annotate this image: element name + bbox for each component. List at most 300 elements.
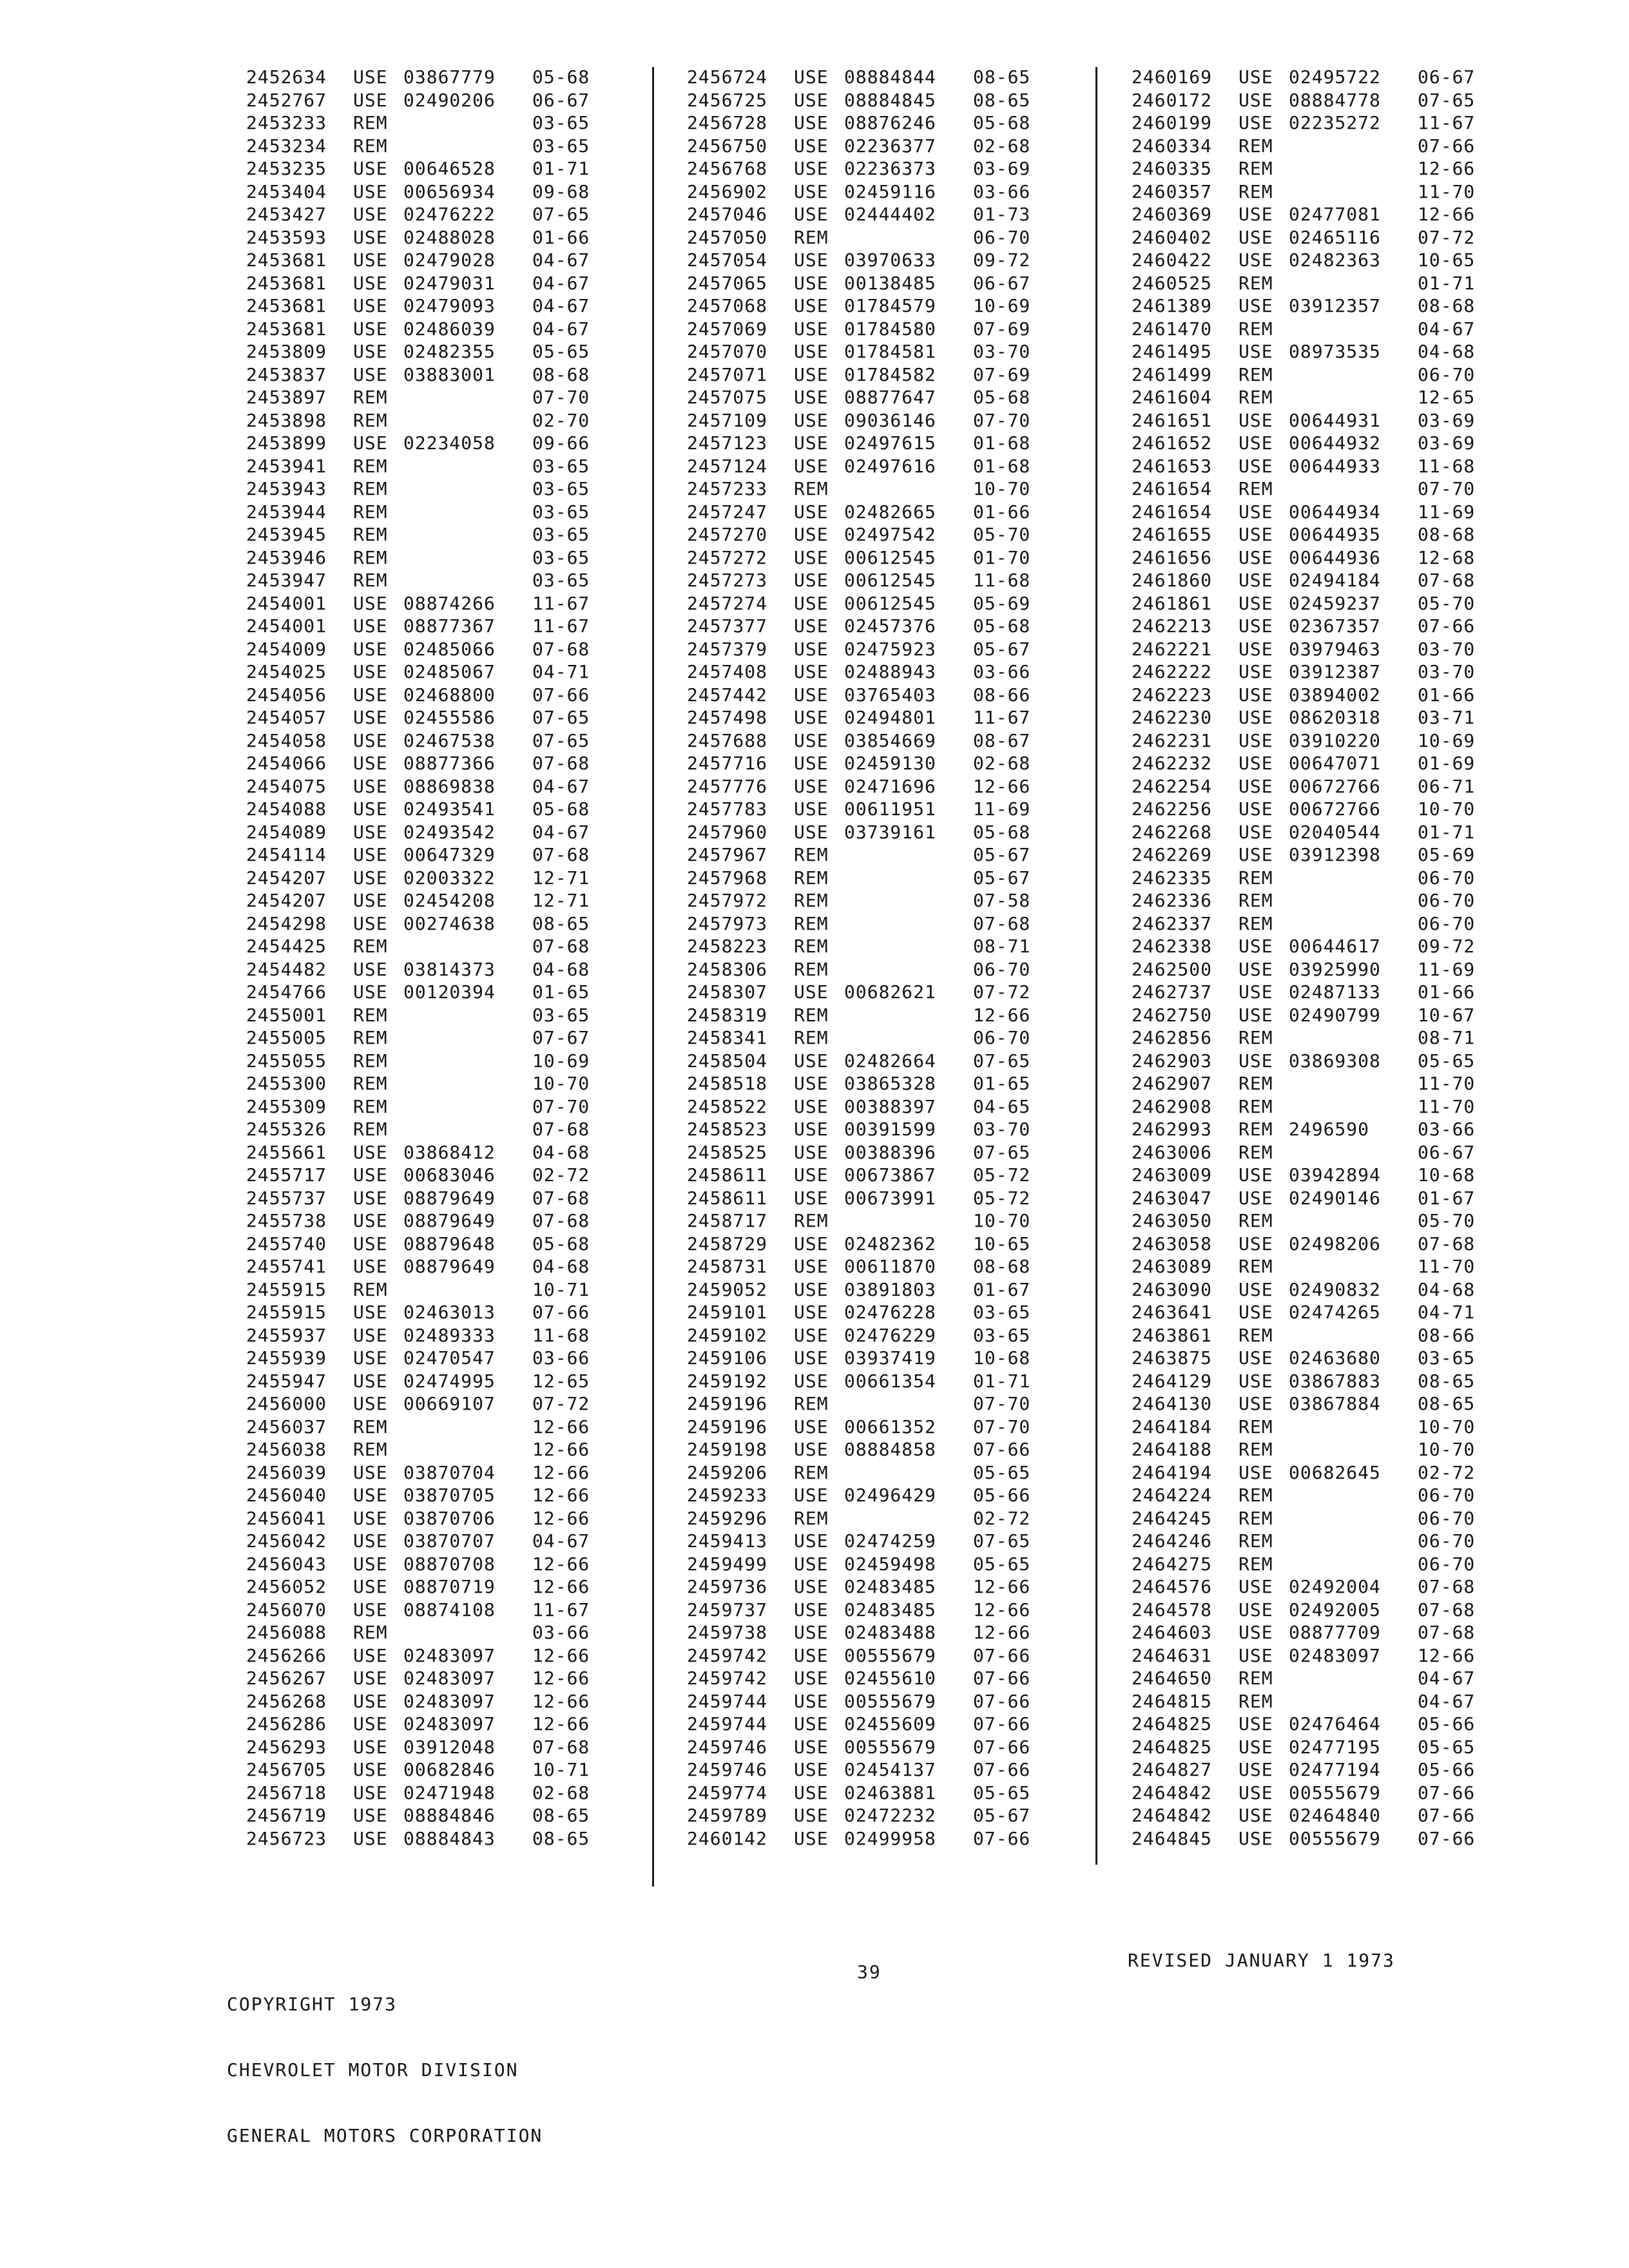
action-code: REM bbox=[1239, 387, 1273, 408]
replacement-number: 02494184 bbox=[1289, 570, 1381, 591]
part-number: 2457688 bbox=[687, 729, 768, 751]
action-code: REM bbox=[353, 135, 388, 157]
part-number: 2459738 bbox=[687, 1622, 768, 1644]
action-code: USE bbox=[794, 1187, 829, 1209]
date-code: 12-66 bbox=[532, 1576, 590, 1598]
table-row bbox=[1132, 1690, 1557, 1713]
table-row bbox=[687, 1392, 1112, 1416]
part-number: 2459744 bbox=[687, 1690, 768, 1712]
table-row bbox=[246, 1461, 671, 1485]
action-code: USE bbox=[353, 1736, 388, 1758]
table-row bbox=[1132, 1507, 1557, 1530]
part-number: 2462907 bbox=[1132, 1073, 1213, 1095]
date-code: 07-70 bbox=[973, 1416, 1031, 1437]
footer-corporation-line: GENERAL MOTORS CORPORATION bbox=[227, 2125, 543, 2146]
action-code: USE bbox=[794, 638, 829, 660]
table-row bbox=[687, 684, 1112, 707]
part-number: 2453945 bbox=[246, 524, 327, 546]
date-code: 07-68 bbox=[532, 844, 590, 866]
part-number: 2462737 bbox=[1132, 981, 1213, 1003]
action-code: USE bbox=[1239, 89, 1273, 111]
replacement-number: 08876246 bbox=[844, 112, 936, 134]
date-code: 01-66 bbox=[1418, 684, 1476, 706]
action-code: USE bbox=[353, 180, 388, 202]
part-number: 2463875 bbox=[1132, 1347, 1213, 1369]
replacement-number: 02468800 bbox=[403, 684, 496, 706]
date-code: 03-65 bbox=[532, 570, 590, 591]
table-row bbox=[246, 1690, 671, 1713]
part-number: 2455717 bbox=[246, 1164, 327, 1186]
table-row bbox=[246, 1209, 671, 1233]
action-code: REM bbox=[1239, 1690, 1273, 1712]
table-row bbox=[1132, 1347, 1557, 1370]
date-code: 04-67 bbox=[532, 1530, 590, 1552]
date-code: 07-65 bbox=[973, 1530, 1031, 1552]
date-code: 05-65 bbox=[973, 1782, 1031, 1803]
part-number: 2462335 bbox=[1132, 867, 1213, 889]
action-code: USE bbox=[1239, 1302, 1273, 1323]
part-number: 2454001 bbox=[246, 592, 327, 614]
action-code: USE bbox=[353, 341, 388, 363]
date-code: 10-70 bbox=[1418, 1439, 1476, 1461]
table-row bbox=[246, 958, 671, 981]
replacement-number: 08869838 bbox=[403, 775, 496, 797]
action-code: USE bbox=[353, 1713, 388, 1735]
action-code: USE bbox=[794, 1759, 829, 1781]
part-number: 2453404 bbox=[246, 180, 327, 202]
date-code: 07-68 bbox=[532, 638, 590, 660]
date-code: 12-66 bbox=[532, 1485, 590, 1506]
table-row bbox=[687, 867, 1112, 890]
replacement-number: 02455609 bbox=[844, 1713, 936, 1735]
action-code: USE bbox=[1239, 981, 1273, 1003]
table-row bbox=[246, 409, 671, 432]
table-row bbox=[687, 1690, 1112, 1713]
action-code: USE bbox=[1239, 1622, 1273, 1644]
table-row bbox=[1132, 318, 1557, 341]
action-code: USE bbox=[794, 1713, 829, 1735]
part-number: 2458341 bbox=[687, 1027, 768, 1049]
table-row bbox=[687, 1621, 1112, 1644]
date-code: 08-65 bbox=[973, 66, 1031, 88]
part-number: 2458223 bbox=[687, 936, 768, 957]
date-code: 12-66 bbox=[973, 775, 1031, 797]
action-code: USE bbox=[1239, 729, 1273, 751]
date-code: 07-72 bbox=[973, 981, 1031, 1003]
part-number: 2457050 bbox=[687, 226, 768, 248]
action-code: USE bbox=[353, 981, 388, 1003]
date-code: 04-68 bbox=[1418, 1278, 1476, 1300]
date-code: 03-65 bbox=[532, 112, 590, 134]
action-code: USE bbox=[1239, 753, 1273, 774]
replacement-number: 02482665 bbox=[844, 501, 936, 523]
table-row bbox=[246, 294, 671, 318]
action-code: USE bbox=[1239, 409, 1273, 431]
replacement-number: 02474259 bbox=[844, 1530, 936, 1552]
table-row bbox=[687, 1507, 1112, 1530]
table-row bbox=[1132, 1553, 1557, 1576]
date-code: 04-68 bbox=[532, 1141, 590, 1163]
action-code: REM bbox=[1239, 1256, 1273, 1278]
date-code: 10-69 bbox=[532, 1050, 590, 1072]
date-code: 04-71 bbox=[532, 661, 590, 683]
action-code: USE bbox=[353, 1256, 388, 1278]
date-code: 06-70 bbox=[1418, 867, 1476, 889]
table-row bbox=[687, 409, 1112, 432]
table-row bbox=[687, 1233, 1112, 1256]
date-code: 11-67 bbox=[532, 615, 590, 637]
parts-column-2 bbox=[687, 66, 1112, 1850]
table-row bbox=[687, 66, 1112, 89]
table-row bbox=[687, 706, 1112, 729]
part-number: 2462338 bbox=[1132, 936, 1213, 957]
part-number: 2462256 bbox=[1132, 798, 1213, 820]
date-code: 08-65 bbox=[532, 912, 590, 934]
date-code: 02-72 bbox=[973, 1507, 1031, 1529]
table-row bbox=[1132, 775, 1557, 798]
date-code: 05-70 bbox=[973, 524, 1031, 546]
part-number: 2454058 bbox=[246, 729, 327, 751]
action-code: USE bbox=[353, 1530, 388, 1552]
action-code: USE bbox=[1239, 798, 1273, 820]
action-code: USE bbox=[353, 867, 388, 889]
replacement-number: 02482664 bbox=[844, 1050, 936, 1072]
date-code: 12-66 bbox=[532, 1416, 590, 1437]
action-code: USE bbox=[794, 1073, 829, 1095]
part-number: 2463009 bbox=[1132, 1164, 1213, 1186]
action-code: USE bbox=[353, 615, 388, 637]
table-row bbox=[246, 1026, 671, 1050]
action-code: REM bbox=[1239, 158, 1273, 180]
action-code: USE bbox=[794, 524, 829, 546]
part-number: 2464224 bbox=[1132, 1485, 1213, 1506]
replacement-number: 03891803 bbox=[844, 1278, 936, 1300]
table-row bbox=[687, 1804, 1112, 1827]
part-number: 2457973 bbox=[687, 912, 768, 934]
part-number: 2453681 bbox=[246, 295, 327, 317]
part-number: 2455738 bbox=[246, 1210, 327, 1232]
date-code: 01-68 bbox=[973, 432, 1031, 454]
date-code: 05-65 bbox=[973, 1461, 1031, 1483]
table-row bbox=[687, 935, 1112, 958]
action-code: USE bbox=[353, 1644, 388, 1666]
action-code: USE bbox=[794, 707, 829, 729]
date-code: 04-67 bbox=[532, 318, 590, 340]
action-code: REM bbox=[794, 890, 829, 912]
action-code: REM bbox=[794, 478, 829, 500]
replacement-number: 02464840 bbox=[1289, 1805, 1381, 1827]
action-code: USE bbox=[794, 1805, 829, 1827]
part-number: 2464246 bbox=[1132, 1530, 1213, 1552]
part-number: 2457065 bbox=[687, 272, 768, 294]
table-row bbox=[1132, 752, 1557, 775]
action-code: USE bbox=[794, 1119, 829, 1140]
table-row bbox=[1132, 1575, 1557, 1599]
part-number: 2457967 bbox=[687, 844, 768, 866]
action-code: REM bbox=[353, 1027, 388, 1049]
table-row bbox=[246, 1713, 671, 1736]
table-row bbox=[687, 135, 1112, 158]
date-code: 05-68 bbox=[973, 615, 1031, 637]
table-row bbox=[246, 1758, 671, 1782]
part-number: 2462903 bbox=[1132, 1050, 1213, 1072]
action-code: USE bbox=[1239, 570, 1273, 591]
action-code: USE bbox=[1239, 1759, 1273, 1781]
part-number: 2455947 bbox=[246, 1370, 327, 1392]
date-code: 05-67 bbox=[973, 638, 1031, 660]
date-code: 07-68 bbox=[532, 1119, 590, 1140]
replacement-number: 03970633 bbox=[844, 249, 936, 271]
part-number: 2459296 bbox=[687, 1507, 768, 1529]
date-code: 05-67 bbox=[973, 1805, 1031, 1827]
part-number: 2457960 bbox=[687, 821, 768, 843]
date-code: 04-67 bbox=[532, 295, 590, 317]
table-row bbox=[246, 1233, 671, 1256]
table-row bbox=[246, 501, 671, 524]
table-row bbox=[246, 1416, 671, 1439]
replacement-number: 00682621 bbox=[844, 981, 936, 1003]
date-code: 03-69 bbox=[973, 158, 1031, 180]
date-code: 03-66 bbox=[973, 180, 1031, 202]
replacement-number: 02479031 bbox=[403, 272, 496, 294]
date-code: 06-70 bbox=[973, 1027, 1031, 1049]
table-row bbox=[1132, 867, 1557, 890]
replacement-number: 08884846 bbox=[403, 1805, 496, 1827]
action-code: USE bbox=[1239, 1576, 1273, 1598]
replacement-number: 02483488 bbox=[844, 1622, 936, 1644]
table-row bbox=[687, 889, 1112, 912]
action-code: USE bbox=[1239, 524, 1273, 546]
part-number: 2464825 bbox=[1132, 1713, 1213, 1735]
part-number: 2463047 bbox=[1132, 1187, 1213, 1209]
part-number: 2455915 bbox=[246, 1302, 327, 1323]
table-row bbox=[1132, 1141, 1557, 1164]
date-code: 07-66 bbox=[973, 1713, 1031, 1735]
date-code: 05-68 bbox=[532, 798, 590, 820]
date-code: 12-66 bbox=[532, 1553, 590, 1575]
replacement-number: 02040544 bbox=[1289, 821, 1381, 843]
replacement-number: 03870705 bbox=[403, 1485, 496, 1506]
table-row bbox=[1132, 135, 1557, 158]
table-row bbox=[1132, 843, 1557, 867]
table-row bbox=[1132, 660, 1557, 684]
table-row bbox=[1132, 1278, 1557, 1302]
part-number: 2464631 bbox=[1132, 1644, 1213, 1666]
replacement-number: 03868412 bbox=[403, 1141, 496, 1163]
date-code: 12-66 bbox=[532, 1667, 590, 1689]
part-number: 2459736 bbox=[687, 1576, 768, 1598]
action-code: REM bbox=[353, 936, 388, 957]
table-row bbox=[1132, 1667, 1557, 1690]
date-code: 02-72 bbox=[532, 1164, 590, 1186]
part-number: 2461604 bbox=[1132, 387, 1213, 408]
replacement-number: 08874108 bbox=[403, 1599, 496, 1620]
part-number: 2459106 bbox=[687, 1347, 768, 1369]
action-code: USE bbox=[794, 1530, 829, 1552]
part-number: 2453809 bbox=[246, 341, 327, 363]
replacement-number: 02459130 bbox=[844, 753, 936, 774]
replacement-number: 08877647 bbox=[844, 387, 936, 408]
action-code: USE bbox=[794, 1370, 829, 1392]
date-code: 04-67 bbox=[532, 775, 590, 797]
date-code: 01-65 bbox=[973, 1073, 1031, 1095]
replacement-number: 08877367 bbox=[403, 615, 496, 637]
part-number: 2457068 bbox=[687, 295, 768, 317]
table-row bbox=[687, 1255, 1112, 1278]
action-code: REM bbox=[353, 1073, 388, 1095]
date-code: 07-68 bbox=[1418, 1233, 1476, 1254]
date-code: 10-69 bbox=[1418, 729, 1476, 751]
action-code: USE bbox=[794, 112, 829, 134]
action-code: USE bbox=[794, 821, 829, 843]
date-code: 12-66 bbox=[532, 1507, 590, 1529]
part-number: 2457109 bbox=[687, 409, 768, 431]
action-code: USE bbox=[1239, 707, 1273, 729]
table-row bbox=[1132, 1416, 1557, 1439]
part-number: 2461389 bbox=[1132, 295, 1213, 317]
part-number: 2457716 bbox=[687, 753, 768, 774]
action-code: USE bbox=[794, 1485, 829, 1506]
part-number: 2459774 bbox=[687, 1782, 768, 1803]
part-number: 2464603 bbox=[1132, 1622, 1213, 1644]
part-number: 2462908 bbox=[1132, 1095, 1213, 1117]
table-row bbox=[687, 660, 1112, 684]
table-row bbox=[687, 1667, 1112, 1690]
date-code: 05-70 bbox=[1418, 592, 1476, 614]
date-code: 06-70 bbox=[1418, 890, 1476, 912]
table-row bbox=[1132, 706, 1557, 729]
part-number: 2460402 bbox=[1132, 226, 1213, 248]
action-code: USE bbox=[794, 432, 829, 454]
part-number: 2457972 bbox=[687, 890, 768, 912]
date-code: 01-73 bbox=[973, 204, 1031, 226]
action-code: USE bbox=[794, 1644, 829, 1666]
part-number: 2457783 bbox=[687, 798, 768, 820]
action-code: REM bbox=[1239, 1027, 1273, 1049]
action-code: USE bbox=[794, 1599, 829, 1620]
part-number: 2453943 bbox=[246, 478, 327, 500]
replacement-number: 02490206 bbox=[403, 89, 496, 111]
table-row bbox=[1132, 340, 1557, 363]
part-number: 2454298 bbox=[246, 912, 327, 934]
action-code: USE bbox=[353, 295, 388, 317]
action-code: USE bbox=[353, 318, 388, 340]
action-code: REM bbox=[353, 409, 388, 431]
table-row bbox=[246, 798, 671, 821]
date-code: 04-67 bbox=[1418, 1667, 1476, 1689]
part-number: 2453681 bbox=[246, 249, 327, 271]
table-row bbox=[246, 981, 671, 1004]
part-number: 2453234 bbox=[246, 135, 327, 157]
replacement-number: 02492005 bbox=[1289, 1599, 1381, 1620]
date-code: 12-71 bbox=[532, 867, 590, 889]
part-number: 2464188 bbox=[1132, 1439, 1213, 1461]
table-row bbox=[246, 592, 671, 615]
date-code: 03-69 bbox=[1418, 409, 1476, 431]
date-code: 08-71 bbox=[1418, 1027, 1476, 1049]
table-row bbox=[1132, 1782, 1557, 1805]
action-code: USE bbox=[1239, 501, 1273, 523]
date-code: 12-66 bbox=[1418, 1644, 1476, 1666]
part-number: 2463089 bbox=[1132, 1256, 1213, 1278]
table-row bbox=[1132, 226, 1557, 249]
date-code: 05-66 bbox=[1418, 1759, 1476, 1781]
date-code: 07-69 bbox=[973, 363, 1031, 385]
action-code: USE bbox=[794, 729, 829, 751]
replacement-number: 00388396 bbox=[844, 1141, 936, 1163]
table-row bbox=[687, 1530, 1112, 1553]
replacement-number: 02490799 bbox=[1289, 1004, 1381, 1026]
action-code: USE bbox=[794, 1553, 829, 1575]
replacement-number: 02459498 bbox=[844, 1553, 936, 1575]
part-number: 2454066 bbox=[246, 753, 327, 774]
part-number: 2458611 bbox=[687, 1164, 768, 1186]
part-number: 2457071 bbox=[687, 363, 768, 385]
table-row bbox=[246, 1370, 671, 1393]
action-code: USE bbox=[1239, 1782, 1273, 1803]
replacement-number: 03865328 bbox=[844, 1073, 936, 1095]
table-row bbox=[246, 455, 671, 478]
table-row bbox=[1132, 821, 1557, 844]
date-code: 05-68 bbox=[973, 112, 1031, 134]
replacement-number: 03937419 bbox=[844, 1347, 936, 1369]
part-number: 2459192 bbox=[687, 1370, 768, 1392]
date-code: 11-68 bbox=[532, 1324, 590, 1346]
date-code: 06-70 bbox=[1418, 1553, 1476, 1575]
part-number: 2461655 bbox=[1132, 524, 1213, 546]
action-code: USE bbox=[794, 1416, 829, 1437]
footer-copyright bbox=[227, 1950, 543, 2191]
table-row bbox=[687, 249, 1112, 272]
date-code: 10-71 bbox=[532, 1759, 590, 1781]
part-number: 2456768 bbox=[687, 158, 768, 180]
part-number: 2458504 bbox=[687, 1050, 768, 1072]
part-number: 2462336 bbox=[1132, 890, 1213, 912]
action-code: USE bbox=[1239, 684, 1273, 706]
part-number: 2464578 bbox=[1132, 1599, 1213, 1620]
action-code: USE bbox=[794, 455, 829, 477]
date-code: 03-70 bbox=[973, 1119, 1031, 1140]
date-code: 07-66 bbox=[1418, 1827, 1476, 1849]
footer-copyright-line: COPYRIGHT 1973 bbox=[227, 1994, 398, 2015]
part-number: 2460422 bbox=[1132, 249, 1213, 271]
action-code: USE bbox=[353, 89, 388, 111]
replacement-number: 02454208 bbox=[403, 890, 496, 912]
action-code: USE bbox=[794, 1439, 829, 1461]
replacement-number: 02489333 bbox=[403, 1324, 496, 1346]
table-row bbox=[1132, 1621, 1557, 1644]
action-code: USE bbox=[353, 775, 388, 797]
action-code: USE bbox=[353, 890, 388, 912]
part-number: 2453899 bbox=[246, 432, 327, 454]
action-code: REM bbox=[1239, 1141, 1273, 1163]
table-row bbox=[246, 912, 671, 936]
table-row bbox=[246, 706, 671, 729]
date-code: 07-66 bbox=[532, 684, 590, 706]
action-code: USE bbox=[794, 204, 829, 226]
table-row bbox=[1132, 66, 1557, 89]
date-code: 11-67 bbox=[1418, 112, 1476, 134]
part-number: 2464129 bbox=[1132, 1370, 1213, 1392]
replacement-number: 09036146 bbox=[844, 409, 936, 431]
action-code: USE bbox=[1239, 1347, 1273, 1369]
replacement-number: 03814373 bbox=[403, 958, 496, 980]
part-number: 2454025 bbox=[246, 661, 327, 683]
table-row bbox=[687, 981, 1112, 1004]
part-number: 2457968 bbox=[687, 867, 768, 889]
date-code: 03-66 bbox=[532, 1347, 590, 1369]
date-code: 04-67 bbox=[1418, 318, 1476, 340]
